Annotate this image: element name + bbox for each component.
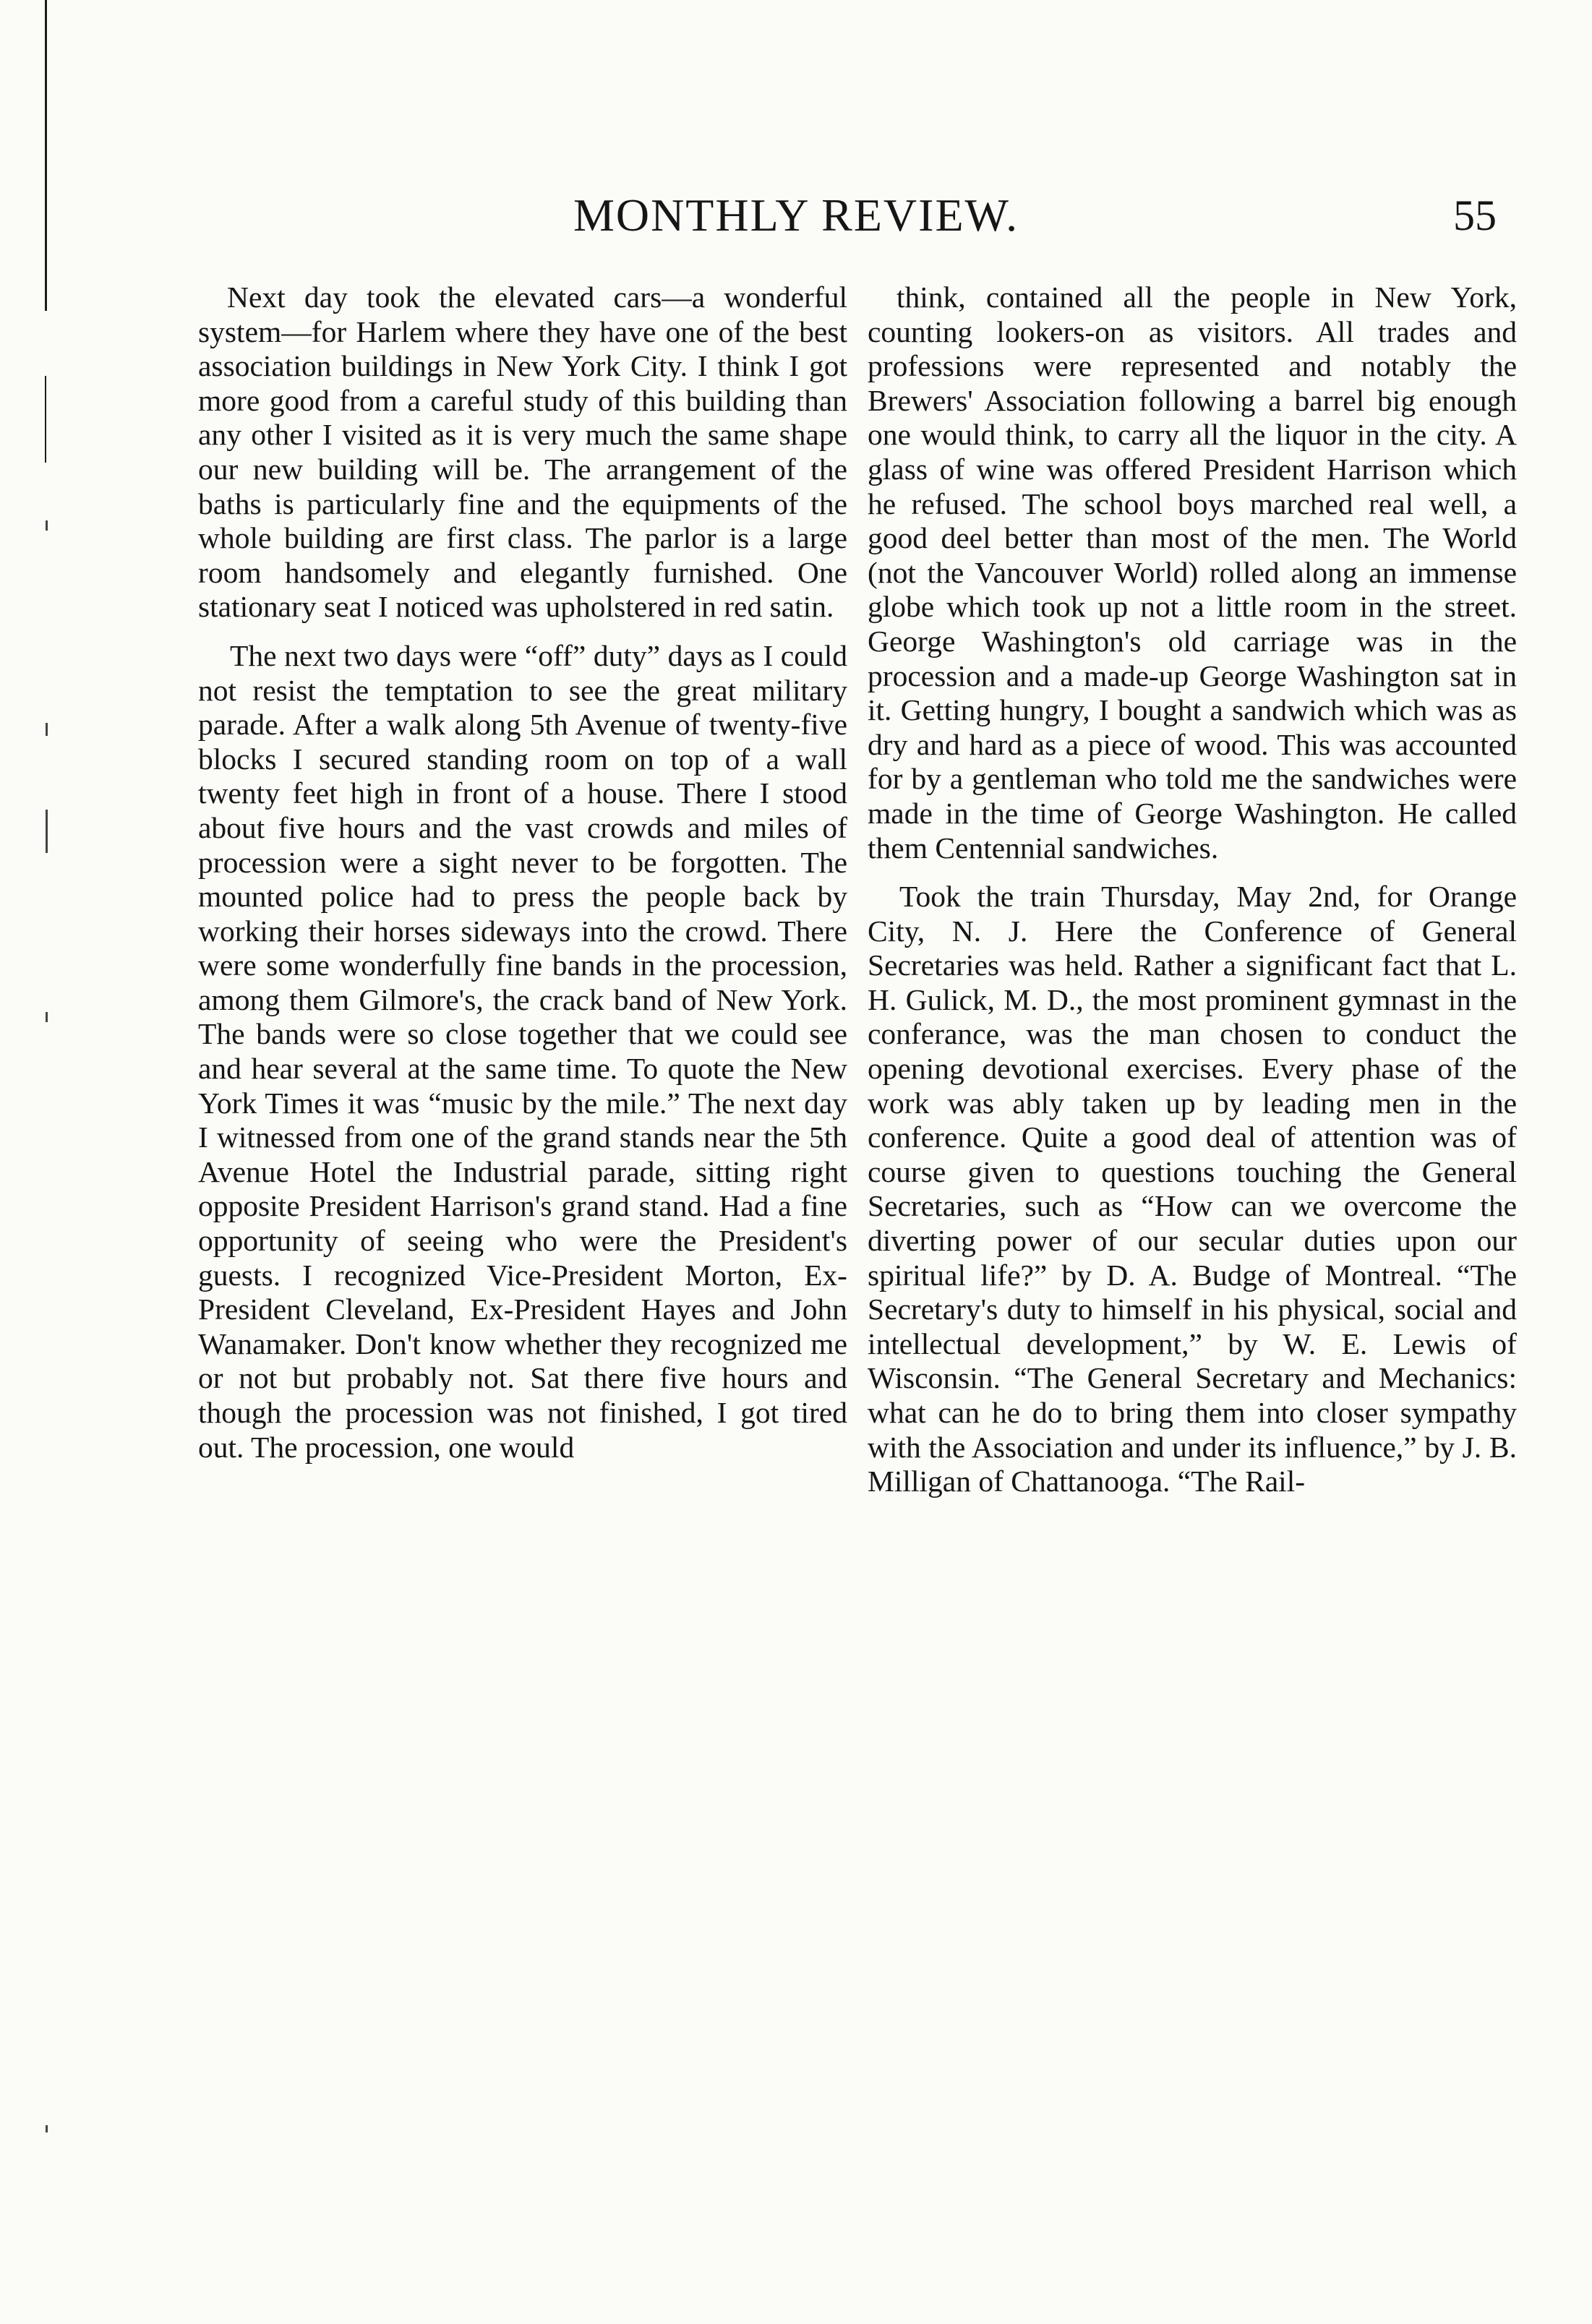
paragraph: Next day took the elevated cars—a wonderful system—for Harlem where they have one of the best association buildings in New York City. I think I got more good from a careful study of this building than any other I visited as it is very much the same shape our new building will be. The arrangement of the baths is particularly fine and the equipments of the whole building are first class. The parlor is a large room handsomely and elegantly furnished. One stationary seat I noticed was upholstered in red satin. <box>198 280 847 624</box>
left-column <box>198 280 847 2261</box>
paragraph: Took the train Thursday, May 2nd, for Orange City, N. J. Here the Conference of General Secretaries was held. Rather a significant fact that L. H. Gulick, M. D., the most prominent gymnast in the conferance, was the man chosen to conduct the opening devotional exercises. Every phase of the work was ably taken up by leading men in the conference. Quite a good deal of attention was of course given to questions touching the General Secretaries, such as “How can we overcome the diverting power of our secular duties upon our spiritual life?” by D. A. Budge of Montreal. “The Secretary's duty to himself in his physical, social and intellectual development,” by W. E. Lewis of Wisconsin. “The General Secretary and Mechanics: what can he do to bring them into closer sympathy with the Association and under its influence,” by J. B. Milligan of Chattanooga. “The Rail- <box>868 880 1517 1498</box>
page-number: 55 <box>1453 192 1497 239</box>
margin-mark <box>46 2125 48 2132</box>
margin-mark <box>46 810 48 853</box>
page-edge-line <box>45 0 47 311</box>
margin-mark <box>46 723 48 736</box>
paragraph: The next two days were “off” duty” days as I could not resist the temptation to see the great military parade. After a walk along 5th Avenue of twenty-five blocks I secured standing room on top of a wall twenty feet high in front of a house. There I stood about five hours and the vast crowds and miles of procession were a sight never to be forgotten. The mounted police had to press the people back by working their horses sideways into the crowd. There were some wonderfully fine bands in the procession, among them Gilmore's, the crack band of New York. The bands were so close together that we could see and hear several at the same time. To quote the New York Times it was “music by the mile.” The next day I witnessed from one of the grand stands near the 5th Avenue Hotel the Industrial parade, sitting right opposite President Harrison's grand stand. Had a fine opportunity of seeing who were the President's guests. I recognized Vice-President Morton, Ex-President Cleveland, Ex-President Hayes and John Wanamaker. Don't know whether they recognized me or not but probably not. Sat there five hours and though the procession was not finished, I got tired out. The procession, one would <box>198 638 847 1464</box>
right-column <box>868 280 1517 2261</box>
margin-mark <box>46 1012 48 1022</box>
page-header <box>0 186 1592 244</box>
paragraph: think, contained all the people in New York, counting lookers-on as visitors. All trades and professions were represented and notably the Brewers' Association following a barrel big enough one would think, to carry all the liquor in the city. A glass of wine was offered President Harrison which he refused. The school boys marched real well, a good deel better than most of the men. The World (not the Vancouver World) rolled along an immense globe which took up not a little room in the street. George Washington's old carriage was in the procession and a made-up George Washington sat in it. Getting hungry, I bought a sandwich which was as dry and hard as a piece of wood. This was accounted for by a gentleman who told me the sandwiches were made in the time of George Washington. He called them Centennial sandwiches. <box>868 280 1517 865</box>
page-edge-line <box>45 376 46 463</box>
running-title: MONTHLY REVIEW. <box>573 189 1019 241</box>
margin-mark <box>46 520 48 531</box>
